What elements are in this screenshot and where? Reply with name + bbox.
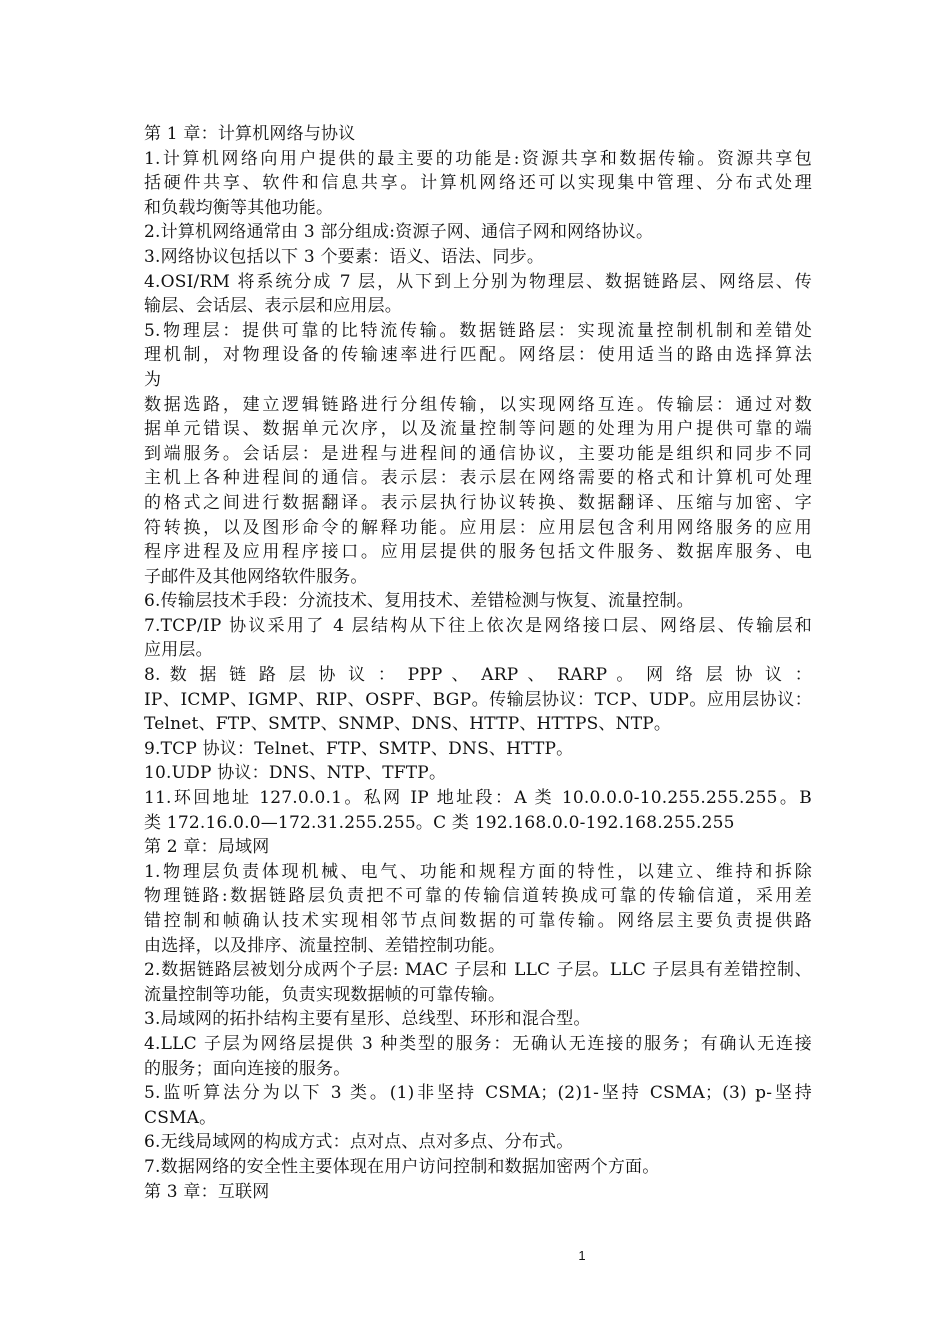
text-line: 据单元错误、数据单元次序，以及流量控制等问题的处理为用户提供可靠的端 bbox=[144, 419, 812, 440]
text-line: 9.TCP 协议：Telnet、FTP、SMTP、DNS、HTTP。 bbox=[144, 738, 574, 759]
text-line: 程序进程及应用程序接口。应用层提供的服务包括文件服务、数据库服务、电 bbox=[144, 542, 812, 563]
text-line: 物理链路:数据链路层负责把不可靠的传输信道转换成可靠的传输信道，采用差 bbox=[144, 886, 812, 907]
text-line: 数据选路，建立逻辑链路进行分组传输，以实现网络互连。传输层：通过对数 bbox=[144, 394, 812, 415]
text-line: CSMA。 bbox=[144, 1107, 217, 1128]
text-line: 由选择，以及排序、流量控制、差错控制功能。 bbox=[144, 935, 506, 956]
text-line: 7.数据网络的安全性主要体现在用户访问控制和数据加密两个方面。 bbox=[144, 1156, 660, 1177]
text-line: 理机制，对物理设备的传输速率进行匹配。网络层：使用适当的路由选择算法 bbox=[144, 345, 812, 366]
text-line: Telnet、FTP、SMTP、SNMP、DNS、HTTP、HTTPS、NTP。 bbox=[144, 714, 672, 735]
text-line: 流量控制等功能，负责实现数据帧的可靠传输。 bbox=[144, 984, 506, 1005]
text-line: 5.监听算法分为以下 3 类。(1)非坚持 CSMA；(2)1-坚持 CSMA；(3) p-坚持 bbox=[144, 1083, 812, 1104]
text-line: 括硬件共享、软件和信息共享。计算机网络还可以实现集中管理、分布式处理 bbox=[144, 173, 812, 194]
text-line: 11.环回地址 127.0.0.1。私网 IP 地址段：A 类 10.0.0.0-10.255.255.255。B bbox=[144, 788, 812, 809]
text-line: 到端服务。会话层：是进程与进程间的通信协议，主要功能是组织和同步不同 bbox=[144, 443, 812, 464]
text-line: 4.LLC 子层为网络层提供 3 种类型的服务：无确认无连接的服务；有确认无连接 bbox=[144, 1033, 812, 1054]
text-line: 10.UDP 协议：DNS、NTP、TFTP。 bbox=[144, 763, 447, 784]
text-line: 类 172.16.0.0—172.31.255.255。C 类 192.168.0.0-192.168.255.255 bbox=[144, 812, 735, 833]
text-line: 6.传输层技术手段：分流技术、复用技术、差错检测与恢复、流量控制。 bbox=[144, 591, 694, 612]
text-line: 和负载均衡等其他功能。 bbox=[144, 197, 334, 218]
text-line: 为 bbox=[144, 369, 162, 390]
text-line: 的服务；面向连接的服务。 bbox=[144, 1058, 351, 1079]
text-line: 3.局域网的拓扑结构主要有星形、总线型、环形和混合型。 bbox=[144, 1009, 591, 1030]
text-line: 1.计算机网络向用户提供的最主要的功能是:资源共享和数据传输。资源共享包 bbox=[144, 148, 812, 169]
text-line: 2.数据链路层被划分成两个子层: MAC 子层和 LLC 子层。LLC 子层具有差错控制、 bbox=[144, 960, 812, 981]
text-line: 的格式之间进行数据翻译。表示层执行协议转换、数据翻译、压缩与加密、字 bbox=[144, 492, 812, 513]
text-line: 8. 数 据 链 路 层 协 议 ： PPP 、 ARP 、 RARP 。 网 络 层 协 议 ： bbox=[144, 665, 812, 686]
chapter-2-heading: 第 2 章：局域网 bbox=[144, 837, 270, 858]
text-line: 4.OSI/RM 将系统分成 7 层，从下到上分别为物理层、数据链路层、网络层、传 bbox=[144, 271, 812, 292]
chapter-1-heading: 第 1 章：计算机网络与协议 bbox=[144, 124, 356, 144]
page-number: 1 bbox=[578, 1248, 586, 1263]
text-line: 5.物理层：提供可靠的比特流传输。数据链路层：实现流量控制机制和差错处 bbox=[144, 320, 812, 341]
text-line: 应用层。 bbox=[144, 640, 213, 661]
document-body bbox=[144, 122, 812, 1204]
chapter-3-heading: 第 3 章：互联网 bbox=[144, 1181, 270, 1202]
text-line: IP、ICMP、IGMP、RIP、OSPF、BGP。传输层协议：TCP、UDP。应用层协议： bbox=[144, 689, 812, 710]
text-line: 7.TCP/IP 协议采用了 4 层结构从下往上依次是网络接口层、网络层、传输层和 bbox=[144, 615, 812, 636]
text-line: 1.物理层负责体现机械、电气、功能和规程方面的特性，以建立、维持和拆除 bbox=[144, 861, 812, 882]
text-line: 6.无线局域网的构成方式：点对点、点对多点、分布式。 bbox=[144, 1132, 574, 1153]
text-line: 输层、会话层、表示层和应用层。 bbox=[144, 296, 402, 317]
text-line: 子邮件及其他网络软件服务。 bbox=[144, 566, 368, 587]
text-line: 符转换，以及图形命令的解释功能。应用层：应用层包含利用网络服务的应用 bbox=[144, 517, 812, 538]
text-line: 错控制和帧确认技术实现相邻节点间数据的可靠传输。网络层主要负责提供路 bbox=[144, 911, 812, 931]
text-line: 3.网络协议包括以下 3 个要素：语义、语法、同步。 bbox=[144, 246, 545, 267]
text-line: 2.计算机网络通常由 3 部分组成:资源子网、通信子网和网络协议。 bbox=[144, 222, 654, 243]
text-line: 主机上各种进程间的通信。表示层：表示层在网络需要的格式和计算机可处理 bbox=[144, 468, 812, 489]
